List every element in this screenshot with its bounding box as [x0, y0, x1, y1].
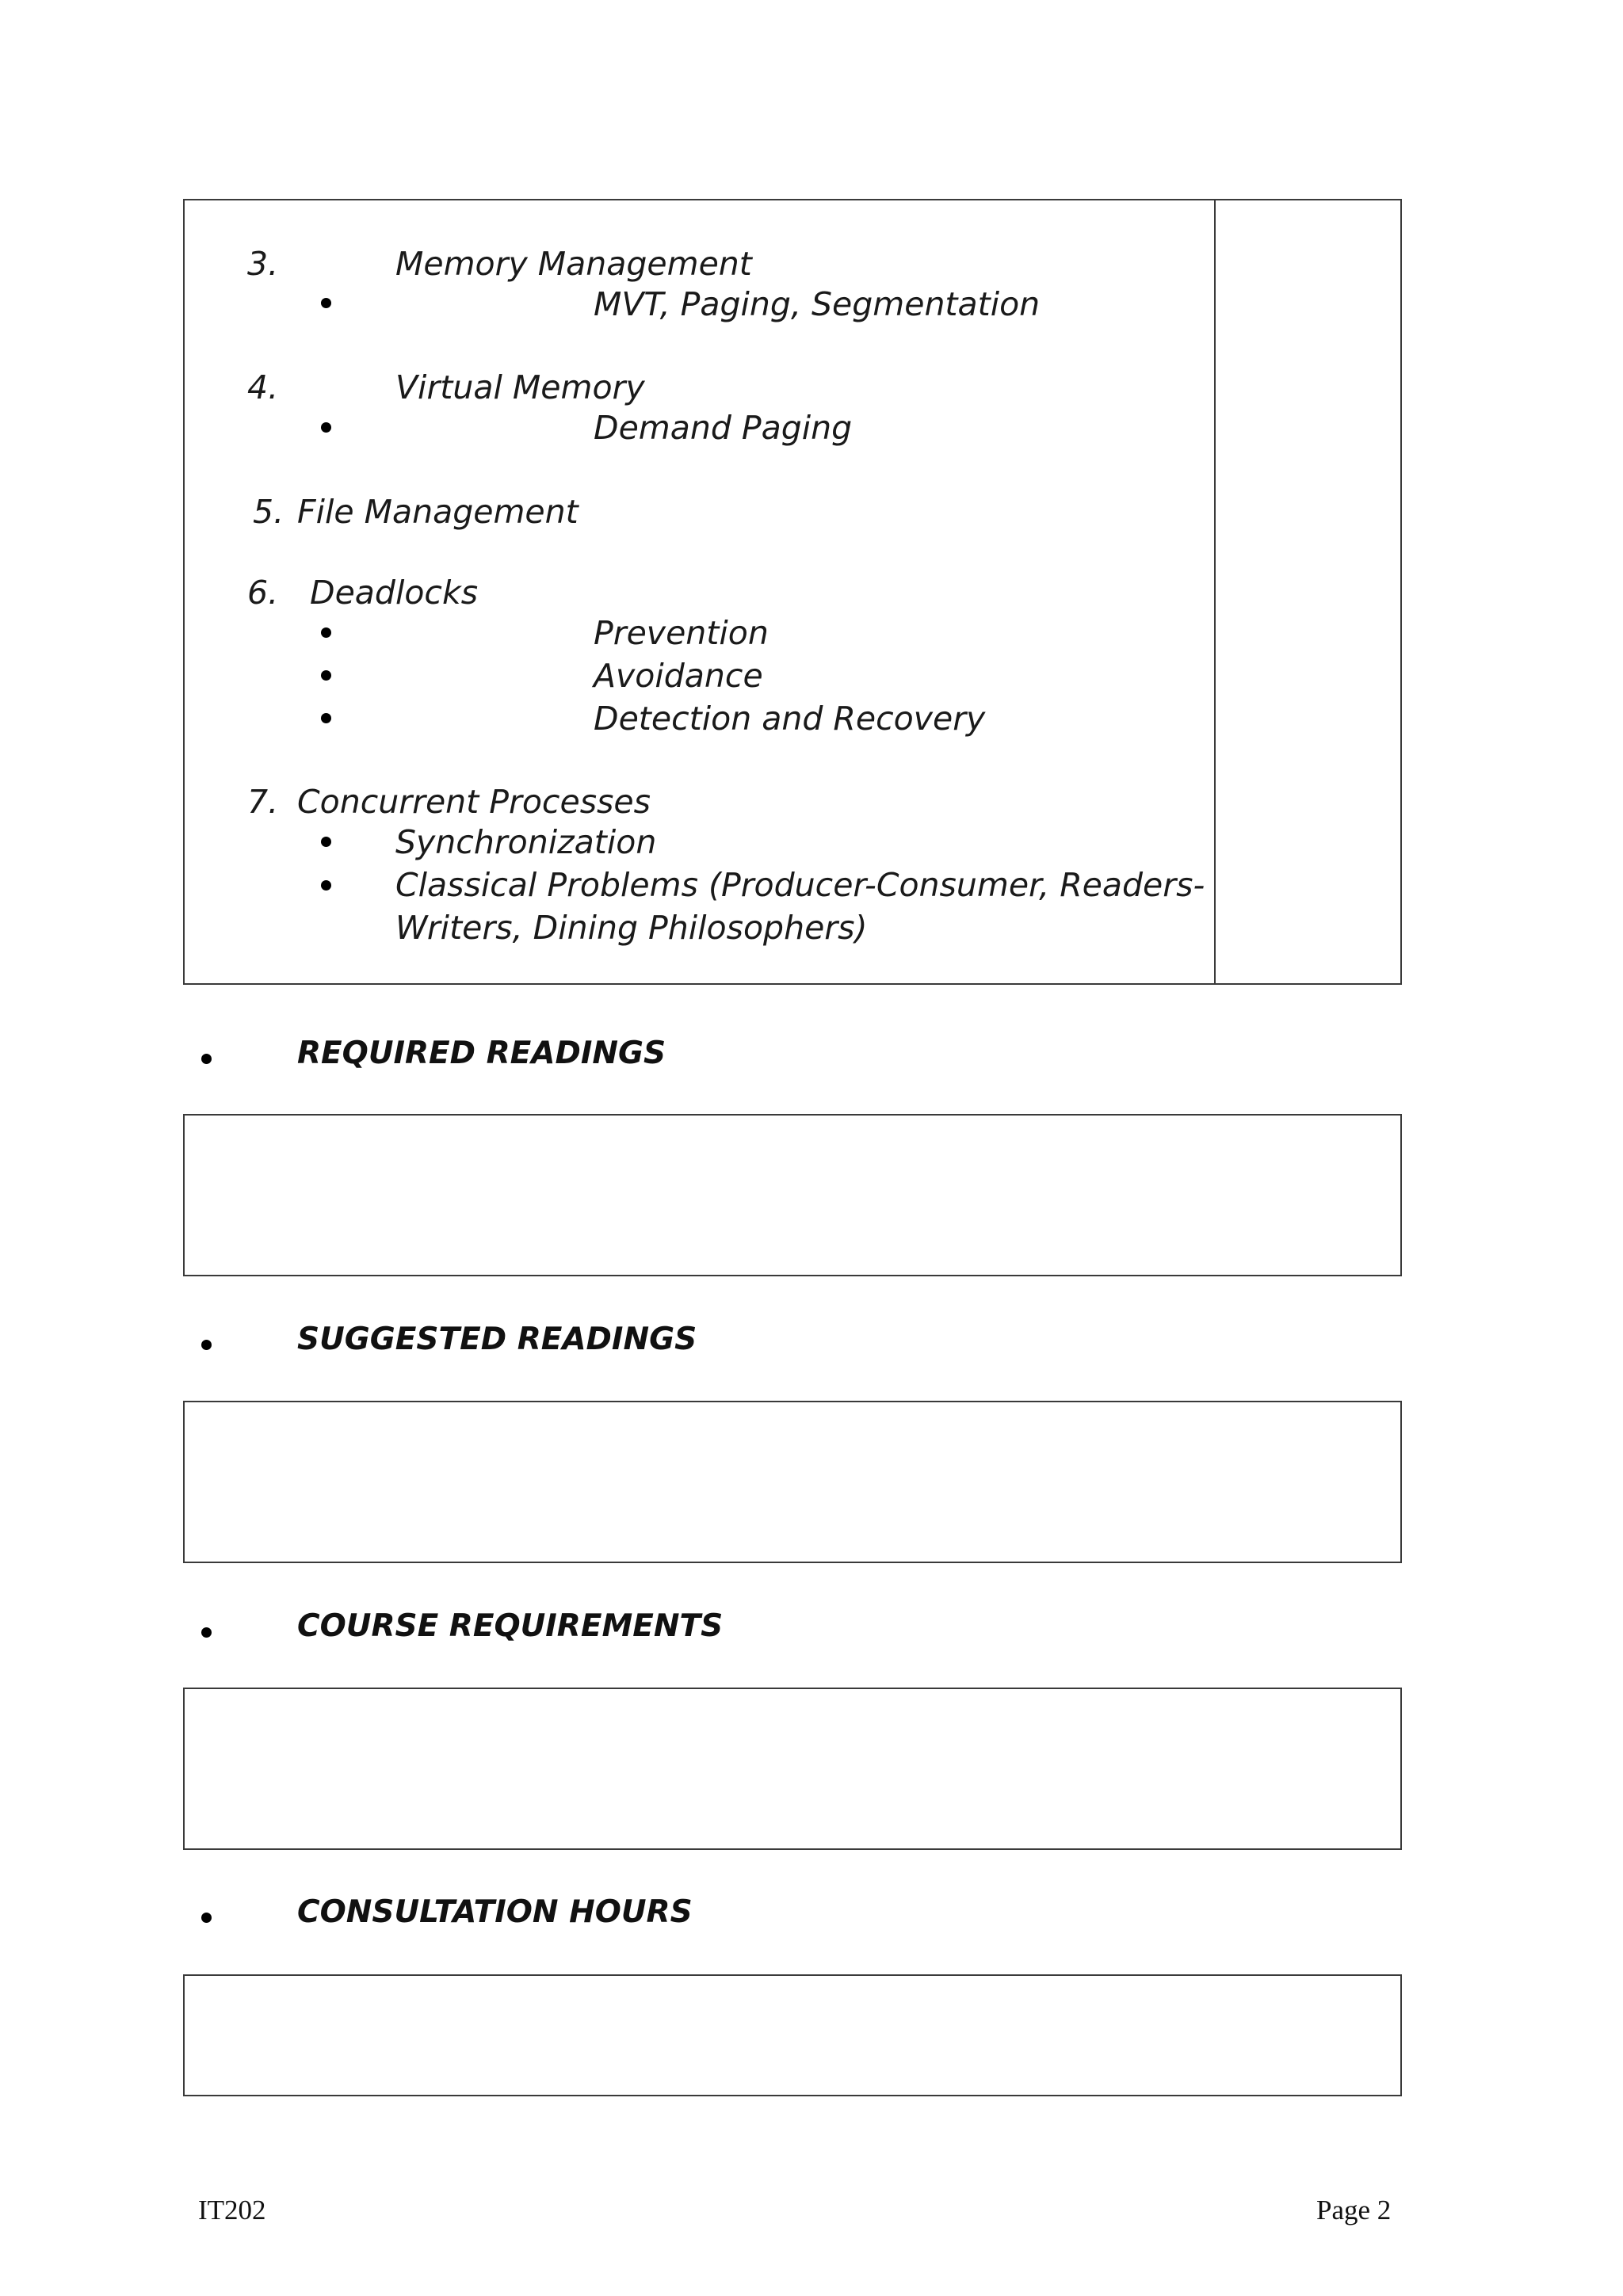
suggested-readings-box	[183, 1401, 1402, 1563]
bullet-icon	[321, 670, 331, 681]
bullet-icon	[321, 880, 331, 891]
course-requirements-box	[183, 1688, 1402, 1850]
section-heading-course-requirements: COURSE REQUIREMENTS	[297, 1608, 724, 1644]
topic-title: Memory Management	[395, 245, 752, 283]
section-bullet-icon	[201, 1627, 212, 1638]
bullet-icon	[321, 627, 331, 638]
section-heading-required-readings: REQUIRED READINGS	[297, 1035, 666, 1071]
topic-number: 4.	[247, 368, 279, 406]
section-heading-consultation-hours: CONSULTATION HOURS	[297, 1894, 693, 1930]
required-readings-box	[183, 1114, 1402, 1276]
section-bullet-icon	[201, 1913, 212, 1923]
topic-subitem: Demand Paging	[594, 409, 853, 447]
consultation-hours-box	[183, 1974, 1402, 2096]
topic-title: Virtual Memory	[395, 368, 645, 406]
bullet-icon	[321, 298, 331, 308]
topic-number: 6.	[247, 574, 279, 612]
topic-subitem: Prevention	[594, 614, 769, 652]
bullet-icon	[321, 713, 331, 723]
topic-subitem: Classical Problems (Producer-Consumer, Readers-	[395, 866, 1205, 904]
topic-subitem: MVT, Paging, Segmentation	[594, 285, 1041, 323]
bullet-icon	[321, 837, 331, 847]
topic-subitem: Detection and Recovery	[594, 700, 986, 738]
table-column-divider	[1214, 200, 1216, 983]
section-heading-suggested-readings: SUGGESTED READINGS	[297, 1322, 697, 1357]
topic-number: 3.	[247, 245, 279, 283]
topic-subitem: Avoidance	[594, 657, 763, 695]
topic-title: File Management	[297, 493, 579, 531]
topic-title: Deadlocks	[310, 574, 479, 612]
topic-subitem: Synchronization	[395, 823, 657, 861]
footer-course-code: IT202	[198, 2195, 266, 2225]
footer-page-number: Page 2	[1316, 2195, 1392, 2225]
topic-subitem-continued: Writers, Dining Philosophers)	[395, 909, 868, 947]
section-bullet-icon	[201, 1340, 212, 1350]
topic-title: Concurrent Processes	[297, 783, 651, 821]
topic-number: 5.	[253, 493, 285, 531]
section-bullet-icon	[201, 1054, 212, 1064]
topic-number: 7.	[247, 783, 279, 821]
bullet-icon	[321, 422, 331, 433]
